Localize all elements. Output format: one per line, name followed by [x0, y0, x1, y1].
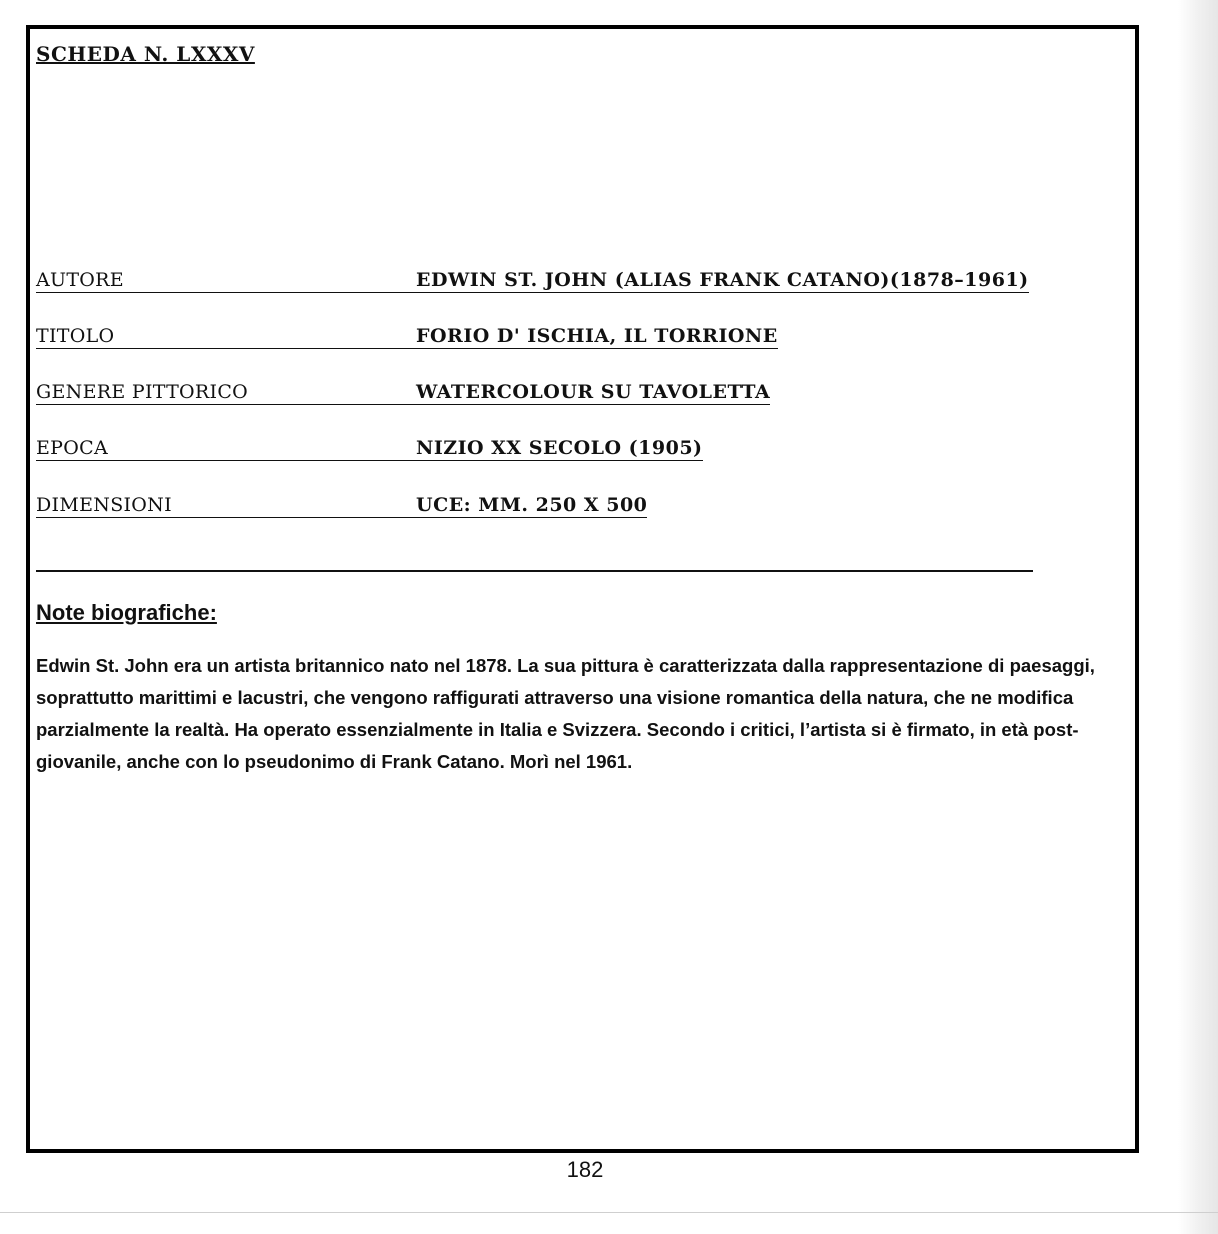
field-value: NIZIO XX SECOLO (1905): [416, 437, 703, 459]
field-label: AUTORE: [36, 268, 416, 293]
field-value: EDWIN ST. JOHN (ALIAS FRANK CATANO)(1878–1961): [416, 269, 1029, 291]
field-value: UCE: MM. 250 X 500: [416, 494, 648, 516]
bio-heading: Note biografiche:: [36, 600, 217, 625]
field-value: WATERCOLOUR SU TAVOLETTA: [416, 381, 771, 403]
sheet-title: SCHEDA N. LXXXV: [36, 42, 255, 66]
sheet-frame: [26, 25, 1139, 1153]
field-label: TITOLO: [36, 324, 416, 349]
field-row-autore: [36, 268, 1036, 296]
section-separator: [36, 570, 1033, 572]
field-label: EPOCA: [36, 436, 416, 461]
field-label: DIMENSIONI: [36, 493, 416, 518]
page-number: 182: [566, 1157, 604, 1182]
field-row-genere: [36, 380, 1036, 408]
field-label: GENERE PITTORICO: [36, 380, 416, 405]
page-edge-shadow: [1178, 0, 1218, 1234]
page-bottom-edge: [0, 1212, 1218, 1213]
bio-text: Edwin St. John era un artista britannico nato nel 1878. La sua pittura è caratterizzata dalla rappresentazione di paesaggi, soprattutto marittimi e lacustri, che vengono raffigurati attraverso una visione romantica della natura, che ne modifica parzialmente la realtà. Ha operato essenzialmente in Italia e Svizzera. Secondo i critici, l’artista si è firmato, in età post-giovanile, anche con lo pseudonimo di Frank Catano. Morì nel 1961.: [36, 655, 1095, 772]
field-row-titolo: [36, 324, 1036, 352]
field-value: FORIO D' ISCHIA, IL TORRIONE: [416, 325, 778, 347]
field-row-dimensioni: [36, 493, 1036, 521]
field-row-epoca: [36, 436, 1036, 464]
